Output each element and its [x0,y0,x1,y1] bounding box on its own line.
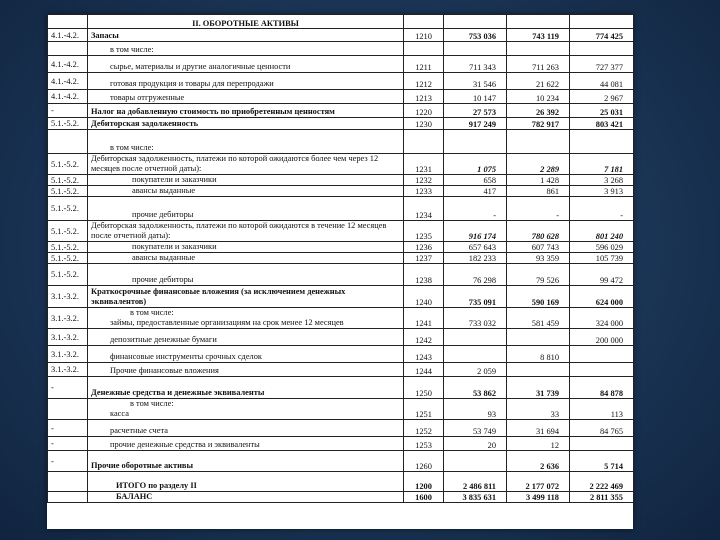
row-code: 3.1.-3.2. [48,363,88,377]
row-value-1: 733 032 [444,308,507,329]
row-line-code: 1210 [404,29,444,42]
row-value-3: 2 222 469 [570,472,634,492]
row-code [48,472,88,492]
row-code: 5.1.-5.2. [48,118,88,130]
row-value-2: 861 [507,186,570,197]
table-row [48,399,634,420]
row-value-1: 735 091 [444,286,507,308]
row-value-3: 25 031 [570,104,634,118]
row-name: покупатели и заказчики [88,242,404,253]
row-code: 4.1.-4.2. [48,56,88,73]
row-code: - [48,377,88,399]
row-value-2: 26 392 [507,104,570,118]
row-line-code: 1237 [404,253,444,264]
row-line-code: 1250 [404,377,444,399]
current-assets-table [47,14,634,503]
row-value-2 [507,130,570,154]
row-line-code [404,130,444,154]
row-line-code: 1213 [404,90,444,104]
row-value-1 [444,42,507,56]
row-name: сырье, материалы и другие аналогичные ценности [88,56,404,73]
row-value-3: 2 967 [570,90,634,104]
row-value-3 [570,346,634,363]
row-name: Прочие оборотные активы [88,451,404,472]
row-code [48,42,88,56]
row-line-code [404,42,444,56]
row-value-2: 12 [507,437,570,451]
row-line-code: 1200 [404,472,444,492]
row-value-3 [570,437,634,451]
table-row [48,130,634,154]
row-line-code: 1251 [404,399,444,420]
row-value-3: 2 811 355 [570,492,634,503]
row-value-2: 590 169 [507,286,570,308]
row-value-1 [444,346,507,363]
table-row [48,42,634,56]
row-code [48,130,88,154]
row-value-3 [570,130,634,154]
row-value-2: 8 810 [507,346,570,363]
row-value-3: 727 377 [570,56,634,73]
row-value-1: 31 546 [444,73,507,90]
row-value-2: 780 628 [507,221,570,242]
row-name: готовая продукция и товары для перепродажи [88,73,404,90]
row-value-1: 93 [444,399,507,420]
table-row [48,29,634,42]
row-code [48,15,88,29]
row-value-2: 10 234 [507,90,570,104]
table-row [48,104,634,118]
row-name: прочие дебиторы [88,197,404,221]
row-value-2: 743 119 [507,29,570,42]
row-value-1: 76 298 [444,264,507,286]
row-value-2: 2 289 [507,154,570,175]
row-value-2: 21 622 [507,73,570,90]
row-value-1: 10 147 [444,90,507,104]
row-code: 4.1.-4.2. [48,29,88,42]
row-value-3: 803 421 [570,118,634,130]
row-value-1: 916 174 [444,221,507,242]
section-header-row [48,15,634,29]
row-value-3: 44 081 [570,73,634,90]
row-code: 3.1.-3.2. [48,308,88,329]
row-value-3: 3 913 [570,186,634,197]
row-name: Прочие финансовые вложения [88,363,404,377]
row-code: 3.1.-3.2. [48,286,88,308]
row-name: в том числе: [88,130,404,154]
row-value-3: 113 [570,399,634,420]
row-line-code: 1242 [404,329,444,346]
table-row [48,197,634,221]
balance-sheet-page [47,14,633,529]
table-row [48,377,634,399]
row-value-3: 84 878 [570,377,634,399]
row-value-1: 1 075 [444,154,507,175]
row-line-code: 1238 [404,264,444,286]
row-name: Дебиторская задолженность, платежи по которой ожидаются в течение 12 месяцев после отчетной даты): [88,221,404,242]
row-name: Запасы [88,29,404,42]
row-value-2: 31 694 [507,420,570,437]
row-code: 5.1.-5.2. [48,253,88,264]
row-value-1: 53 862 [444,377,507,399]
row-value-1: 182 233 [444,253,507,264]
row-value-2 [507,42,570,56]
row-name: в том числе: касса [88,399,404,420]
table-row [48,175,634,186]
row-value-1: - [444,197,507,221]
row-line-code: 1240 [404,286,444,308]
row-line-code: 1260 [404,451,444,472]
table-row [48,329,634,346]
row-code [48,492,88,503]
table-row [48,253,634,264]
row-line-code: 1235 [404,221,444,242]
row-line-code: 1244 [404,363,444,377]
table-row [48,451,634,472]
row-value-3: - [570,197,634,221]
row-code: - [48,104,88,118]
row-name: Краткосрочные финансовые вложения (за исключением денежных эквивалентов) [88,286,404,308]
row-code: 5.1.-5.2. [48,175,88,186]
row-code: 3.1.-3.2. [48,346,88,363]
row-value-2: 607 743 [507,242,570,253]
row-value-2: 79 526 [507,264,570,286]
row-code: - [48,420,88,437]
table-row [48,242,634,253]
row-name: Дебиторская задолженность [88,118,404,130]
row-value-2: 711 263 [507,56,570,73]
row-name: депозитные денежные бумаги [88,329,404,346]
row-code: 5.1.-5.2. [48,242,88,253]
row-value-2: - [507,197,570,221]
row-value-1: 2 486 811 [444,472,507,492]
row-code: 4.1.-4.2. [48,73,88,90]
table-row [48,186,634,197]
row-value-1: 27 573 [444,104,507,118]
row-value-2: 31 739 [507,377,570,399]
row-value-2: 2 636 [507,451,570,472]
row-value-2: 3 499 118 [507,492,570,503]
row-value-1: 753 036 [444,29,507,42]
row-value-2: 581 459 [507,308,570,329]
table-row [48,346,634,363]
row-line-code: 1241 [404,308,444,329]
row-line-code: 1211 [404,56,444,73]
row-value-1 [444,451,507,472]
row-value-3 [570,42,634,56]
row-name: товары отгруженные [88,90,404,104]
row-name: покупатели и заказчики [88,175,404,186]
row-value-1: 417 [444,186,507,197]
table-row [48,90,634,104]
row-value-1: 711 343 [444,56,507,73]
row-value-3: 324 000 [570,308,634,329]
row-value-1 [444,130,507,154]
row-name: прочие дебиторы [88,264,404,286]
row-code: - [48,437,88,451]
row-value-1: 2 059 [444,363,507,377]
row-name: в том числе: [88,42,404,56]
row-code: - [48,451,88,472]
row-line-code: 1243 [404,346,444,363]
row-code: 5.1.-5.2. [48,197,88,221]
row-value-2: 93 359 [507,253,570,264]
row-value-1: 917 249 [444,118,507,130]
table-row [48,56,634,73]
row-name: авансы выданные [88,253,404,264]
row-value-3: 84 765 [570,420,634,437]
row-code: 5.1.-5.2. [48,264,88,286]
row-name: финансовые инструменты срочных сделок [88,346,404,363]
table-row [48,118,634,130]
row-value-3: 99 472 [570,264,634,286]
row-value-2: 782 917 [507,118,570,130]
row-name: БАЛАНС [88,492,404,503]
row-name: Налог на добавленную стоимость по приобретенным ценностям [88,104,404,118]
row-value-2: 1 428 [507,175,570,186]
row-value-3: 801 240 [570,221,634,242]
row-code: 5.1.-5.2. [48,186,88,197]
row-line-code: 1234 [404,197,444,221]
row-value-2 [507,363,570,377]
row-name: Дебиторская задолженность, платежи по которой ожидаются более чем через 12 месяцев после отчетной даты): [88,154,404,175]
row-value-3: 105 739 [570,253,634,264]
table-row [48,154,634,175]
row-line-code: 1220 [404,104,444,118]
table-row [48,264,634,286]
row-name: в том числе: займы, предоставленные организациям на срок менее 12 месяцев [88,308,404,329]
row-name: расчетные счета [88,420,404,437]
row-code: 5.1.-5.2. [48,154,88,175]
row-name: авансы выданные [88,186,404,197]
row-value-3: 3 268 [570,175,634,186]
table-row [48,472,634,492]
table-row [48,221,634,242]
row-value-1: 53 749 [444,420,507,437]
table-row [48,73,634,90]
row-code: 4.1.-4.2. [48,90,88,104]
row-value-1: 658 [444,175,507,186]
row-value-3: 624 000 [570,286,634,308]
row-value-1: 20 [444,437,507,451]
row-value-3 [570,363,634,377]
row-value-1: 657 643 [444,242,507,253]
row-name: ИТОГО по разделу II [88,472,404,492]
row-line-code: 1230 [404,118,444,130]
row-code [48,399,88,420]
row-name: прочие денежные средства и эквиваленты [88,437,404,451]
table-row [48,420,634,437]
row-line-code: 1232 [404,175,444,186]
row-value-1 [444,329,507,346]
table-row [48,286,634,308]
row-name: Денежные средства и денежные эквиваленты [88,377,404,399]
table-row [48,437,634,451]
row-value-3: 774 425 [570,29,634,42]
row-line-code: 1253 [404,437,444,451]
row-line-code: 1233 [404,186,444,197]
row-value-2 [507,329,570,346]
row-line-code: 1231 [404,154,444,175]
row-code: 5.1.-5.2. [48,221,88,242]
row-line-code: 1600 [404,492,444,503]
table-row [48,308,634,329]
row-line-code: 1236 [404,242,444,253]
section-title: II. ОБОРОТНЫЕ АКТИВЫ [88,15,404,29]
table-row [48,492,634,503]
row-value-3: 7 181 [570,154,634,175]
row-value-3: 596 029 [570,242,634,253]
row-code: 3.1.-3.2. [48,329,88,346]
row-value-1: 3 835 631 [444,492,507,503]
table-row [48,363,634,377]
row-value-2: 2 177 072 [507,472,570,492]
row-value-3: 200 000 [570,329,634,346]
row-line-code: 1252 [404,420,444,437]
row-line-code: 1212 [404,73,444,90]
row-value-2: 33 [507,399,570,420]
row-value-3: 5 714 [570,451,634,472]
